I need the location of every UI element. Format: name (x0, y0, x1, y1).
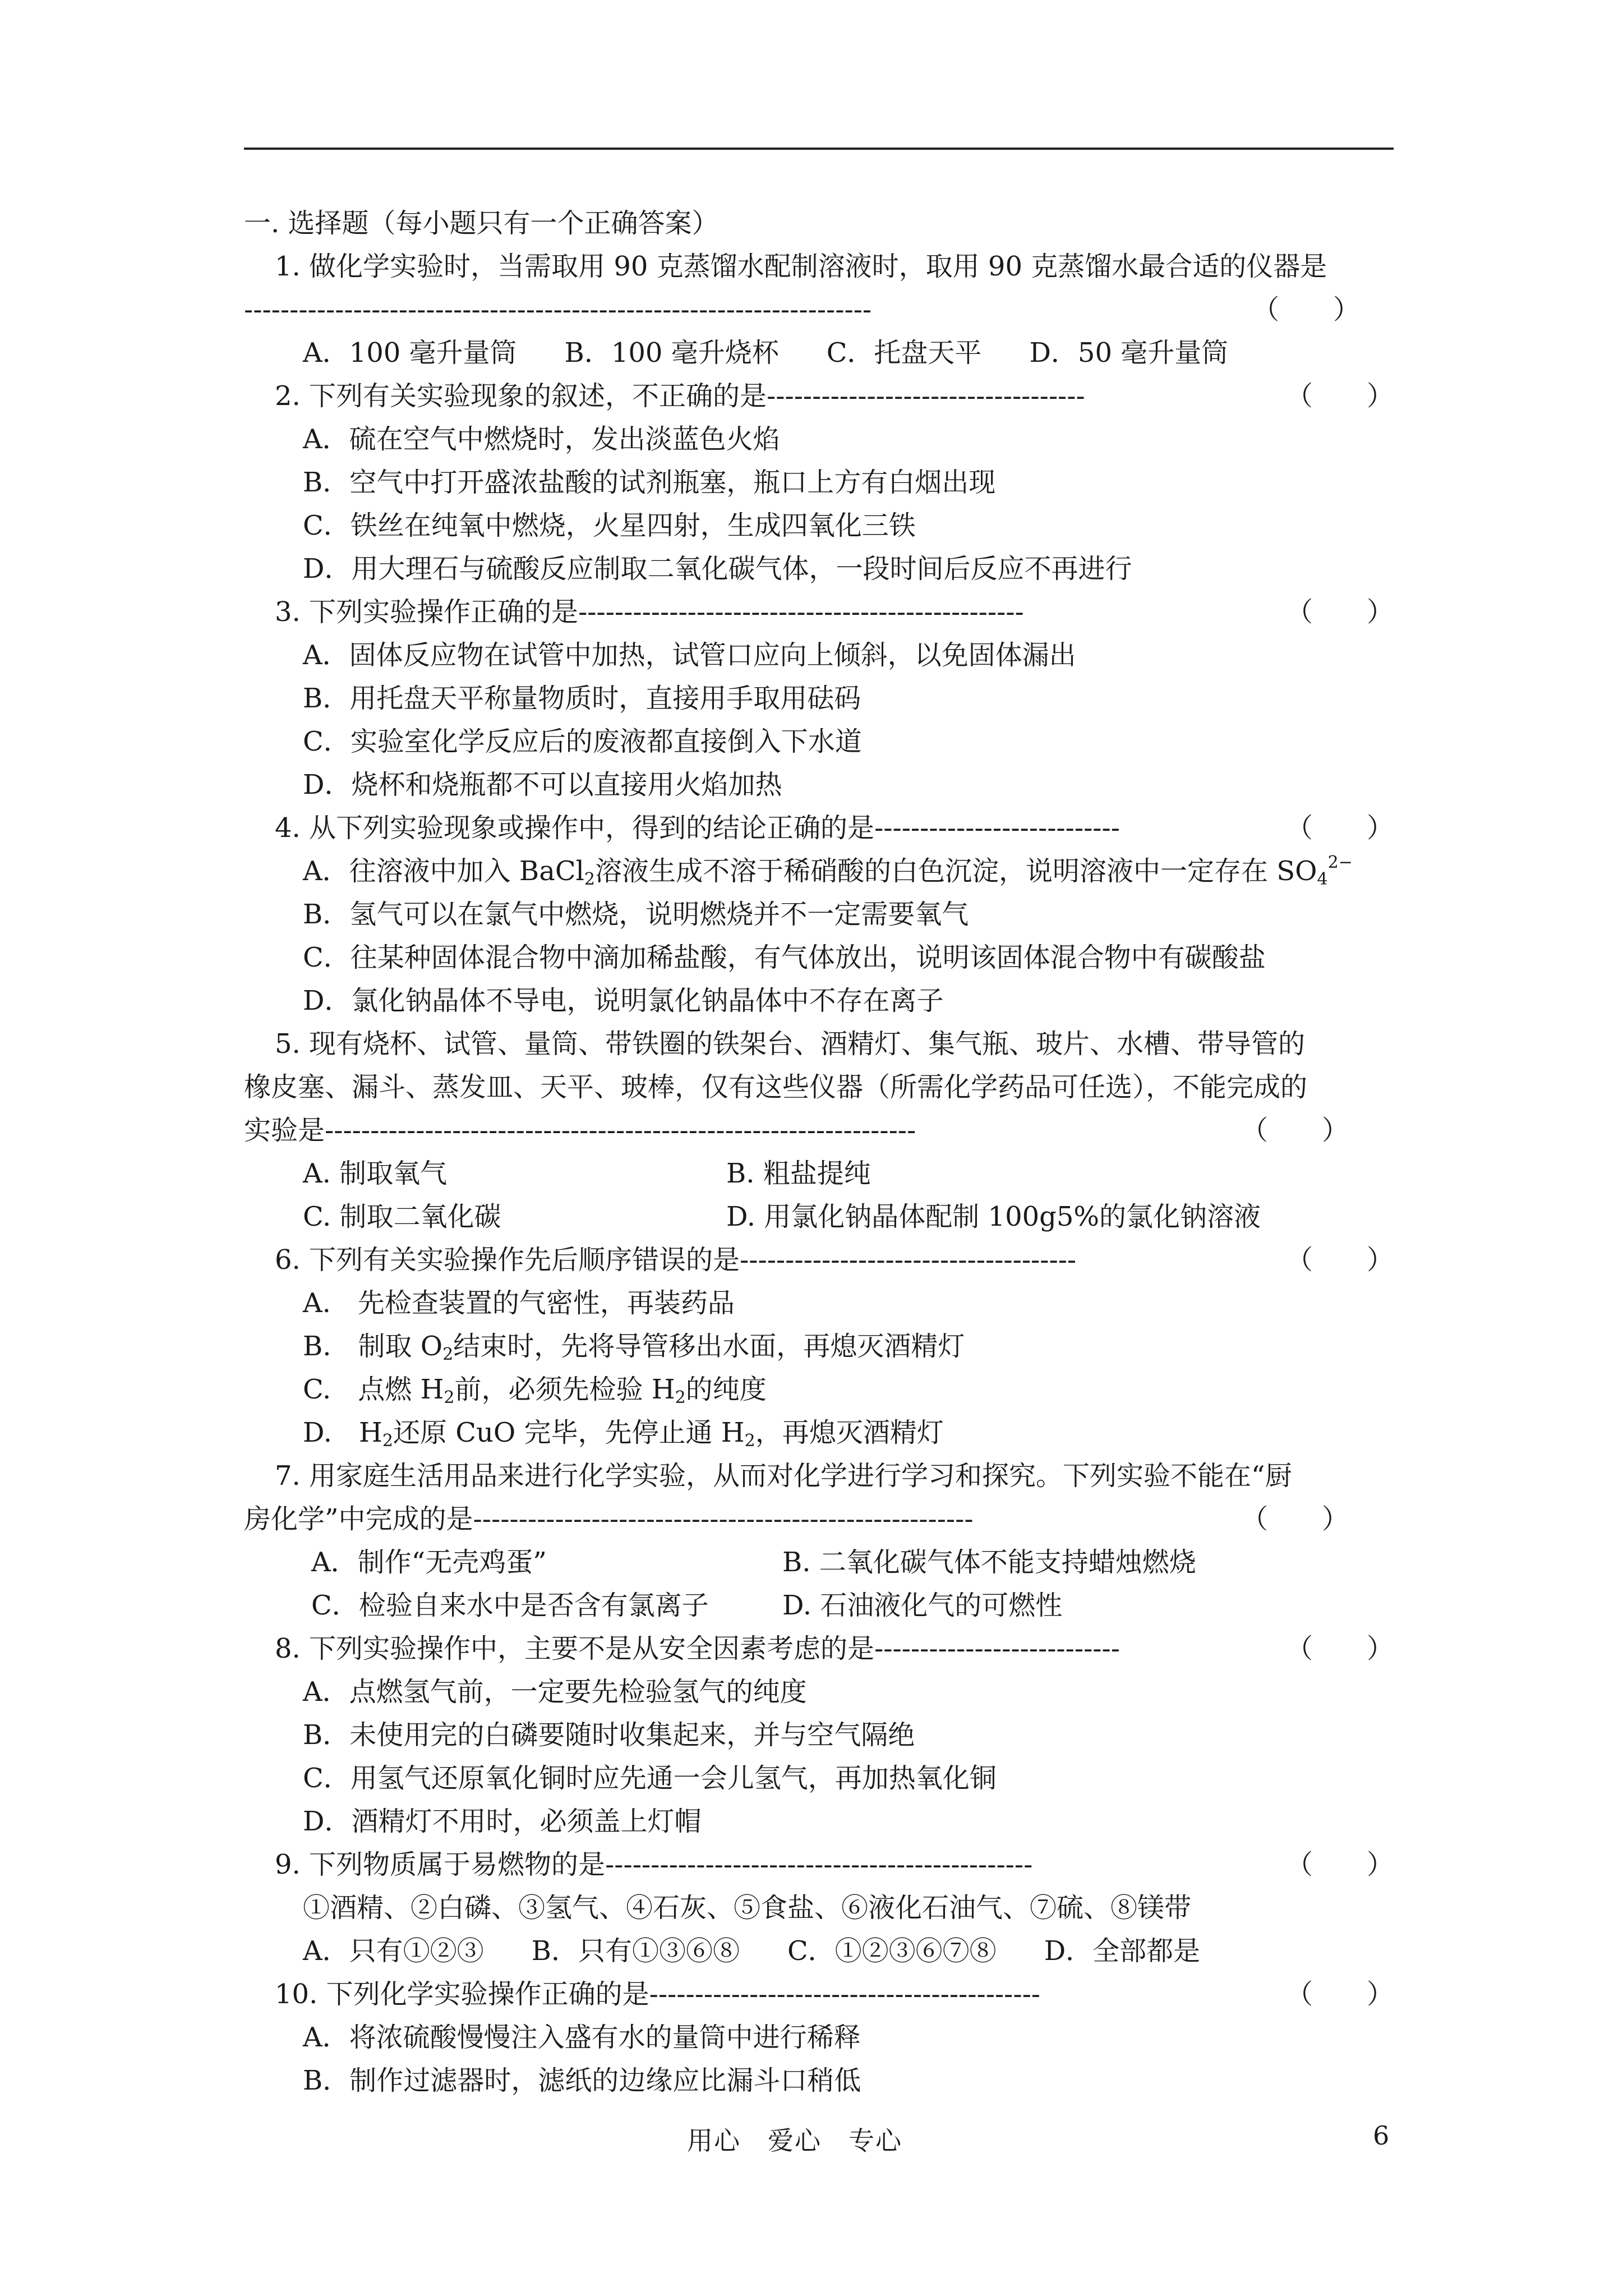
answer-paren: （ ） (1285, 1978, 1394, 2010)
question-7-options-row1 (244, 1541, 1394, 1584)
question-5-options-row1 (244, 1152, 1394, 1195)
question-1-options (244, 332, 1394, 375)
question-7-stem-line1: 7. 用家庭生活用品来进行化学实验，从而对化学进行学习和探究。下列实验不能在“厨 (275, 1460, 1292, 1492)
question-5-stem-line1: 5. 现有烧杯、试管、量筒、带铁圈的铁架台、酒精灯、集气瓶、玻片、水槽、带导管的 (275, 1028, 1306, 1060)
answer-paren: （ ） (1285, 1244, 1394, 1276)
question-1-stem: 1. 做化学实验时，当需取用 90 克蒸馏水配制溶液时，取用 90 克蒸馏水最合适的仪器是 (275, 251, 1327, 282)
option-a: A．往溶液中加入 BaCl$_2$溶液生成不溶于稀硝酸的白色沉淀，说明溶液中一定存在 $SO_4^{2-}$ (303, 853, 1353, 889)
answer-paren: （ ） (1241, 1503, 1349, 1535)
question-3-stem (244, 591, 1394, 634)
question-text: 3. 下列实验操作正确的是------------------------------------------------- (275, 596, 1024, 628)
question-10-stem (244, 1973, 1394, 2016)
option-b: B．制作过滤器时，滤纸的边缘应比漏斗口稍低 (303, 2065, 861, 2096)
option-b: B．空气中打开盛浓盐酸的试剂瓶塞，瓶口上方有白烟出现 (303, 467, 996, 498)
question-6-stem (244, 1239, 1394, 1282)
option-d: D．酒精灯不用时，必须盖上灯帽 (303, 1806, 702, 1837)
option-a: A．硫在空气中燃烧时，发出淡蓝色火焰 (303, 424, 780, 455)
option-a: A. 制取氧气 (303, 1158, 448, 1189)
option-b: B. 制取 $O_2$结束时，先将导管移出水面，再熄灭酒精灯 (303, 1331, 965, 1364)
answer-paren: （ ） (1252, 294, 1360, 325)
question-9-options (244, 1930, 1394, 1973)
answer-paren: （ ） (1241, 1115, 1349, 1146)
option-c: C．往某种固体混合物中滴加稀盐酸，有气体放出，说明该固体混合物中有碳酸盐 (303, 942, 1266, 973)
option-b: B．未使用完的白磷要随时收集起来，并与空气隔绝 (303, 1719, 915, 1751)
answer-paren: （ ） (1285, 380, 1394, 412)
option-b: B．用托盘天平称量物质时，直接用手取用砝码 (303, 683, 861, 714)
option-a: A．只有①②③ (303, 1935, 484, 1967)
option-b: B．100 毫升烧杯 (564, 337, 779, 369)
option-a: A．点燃氢气前，一定要先检验氢气的纯度 (303, 1676, 807, 1708)
option-c: C．①②③⑥⑦⑧ (787, 1935, 997, 1967)
section-title: 一. 选择题（每小题只有一个正确答案） (244, 208, 719, 239)
question-text: 10. 下列化学实验操作正确的是------------------------------------------- (275, 1978, 1041, 2010)
option-b: B. 粗盐提纯 (726, 1158, 871, 1189)
footer-motto: 用心 爱心 专心 (687, 2125, 902, 2156)
option-a: A．制作“无壳鸡蛋” (311, 1547, 547, 1578)
question-text: 实验是----------------------------------------------------------------- (244, 1115, 916, 1146)
option-c: C．检验自来水中是否含有氯离子 (311, 1590, 709, 1621)
dash-leader: --------------------------------------------------------------------- (244, 294, 872, 325)
question-text: 9. 下列物质属于易燃物的是----------------------------------------------- (275, 1849, 1033, 1880)
question-7-stem-line2 (244, 1498, 1394, 1541)
answer-paren: （ ） (1285, 1849, 1394, 1880)
answer-paren: （ ） (1285, 812, 1394, 844)
question-5-options-row2 (244, 1195, 1394, 1239)
option-d: D. $H_2$还原 CuO 完毕，先停止通 $H_2$，再熄灭酒精灯 (303, 1417, 944, 1451)
question-9-items: ①酒精、②白磷、③氢气、④石灰、⑤食盐、⑥液化石油气、⑦硫、⑧镁带 (303, 1892, 1192, 1924)
question-1-dashes (244, 288, 1394, 332)
option-b: B．氢气可以在氯气中燃烧，说明燃烧并不一定需要氧气 (303, 899, 969, 930)
option-c: C. 点燃 $H_2$前，必须先检验 $H_2$的纯度 (303, 1374, 767, 1407)
answer-paren: （ ） (1285, 596, 1394, 628)
question-text: 房化学”中完成的是------------------------------------------------------- (244, 1503, 974, 1535)
option-d: D．用大理石与硫酸反应制取二氧化碳气体，一段时间后反应不再进行 (303, 553, 1132, 585)
question-4-stem (244, 807, 1394, 850)
question-text: 6. 下列有关实验操作先后顺序错误的是------------------------------------- (275, 1244, 1077, 1276)
option-a: A．固体反应物在试管中加热，试管口应向上倾斜，以免固体漏出 (303, 639, 1076, 671)
question-8-stem (244, 1627, 1394, 1671)
option-c: C．用氢气还原氧化铜时应先通一会儿氢气，再加热氧化铜 (303, 1763, 997, 1794)
option-b: B．只有①③⑥⑧ (531, 1935, 740, 1967)
option-a: A. 先检查装置的气密性，再装药品 (303, 1287, 735, 1319)
question-text: 2. 下列有关实验现象的叙述，不正确的是----------------------------------- (275, 380, 1085, 412)
question-5-stem-line3 (244, 1109, 1394, 1152)
option-d: D. 用氯化钠晶体配制 100g5%的氯化钠溶液 (726, 1201, 1261, 1232)
option-d: D．氯化钠晶体不导电，说明氯化钠晶体中不存在离子 (303, 985, 944, 1016)
option-a: A．100 毫升量筒 (303, 337, 517, 369)
page-number: 6 (1373, 2120, 1390, 2151)
option-c: C．托盘天平 (826, 337, 982, 369)
question-2-stem (244, 375, 1394, 418)
option-b: B. 二氧化碳气体不能支持蜡烛燃烧 (782, 1547, 1196, 1578)
question-7-options-row2 (244, 1584, 1394, 1627)
option-d: D．50 毫升量筒 (1029, 337, 1229, 369)
option-c: C．铁丝在纯氧中燃烧，火星四射，生成四氧化三铁 (303, 510, 916, 541)
question-9-stem (244, 1843, 1394, 1887)
question-text: 4. 从下列实验现象或操作中，得到的结论正确的是--------------------------- (275, 812, 1120, 844)
answer-paren: （ ） (1285, 1633, 1394, 1664)
question-5-stem-line2: 橡皮塞、漏斗、蒸发皿、天平、玻棒，仅有这些仪器（所需化学药品可任选），不能完成的 (244, 1071, 1308, 1103)
option-a: A．将浓硫酸慢慢注入盛有水的量筒中进行稀释 (303, 2022, 861, 2053)
option-d: D．烧杯和烧瓶都不可以直接用火焰加热 (303, 769, 782, 800)
option-d: D. 石油液化气的可燃性 (782, 1590, 1063, 1621)
option-c: C. 制取二氧化碳 (303, 1201, 501, 1232)
option-d: D．全部都是 (1044, 1935, 1201, 1967)
header-rule (244, 148, 1394, 150)
option-c: C．实验室化学反应后的废液都直接倒入下水道 (303, 726, 862, 757)
question-text: 8. 下列实验操作中，主要不是从安全因素考虑的是--------------------------- (275, 1633, 1120, 1664)
question-list (244, 202, 1394, 2102)
